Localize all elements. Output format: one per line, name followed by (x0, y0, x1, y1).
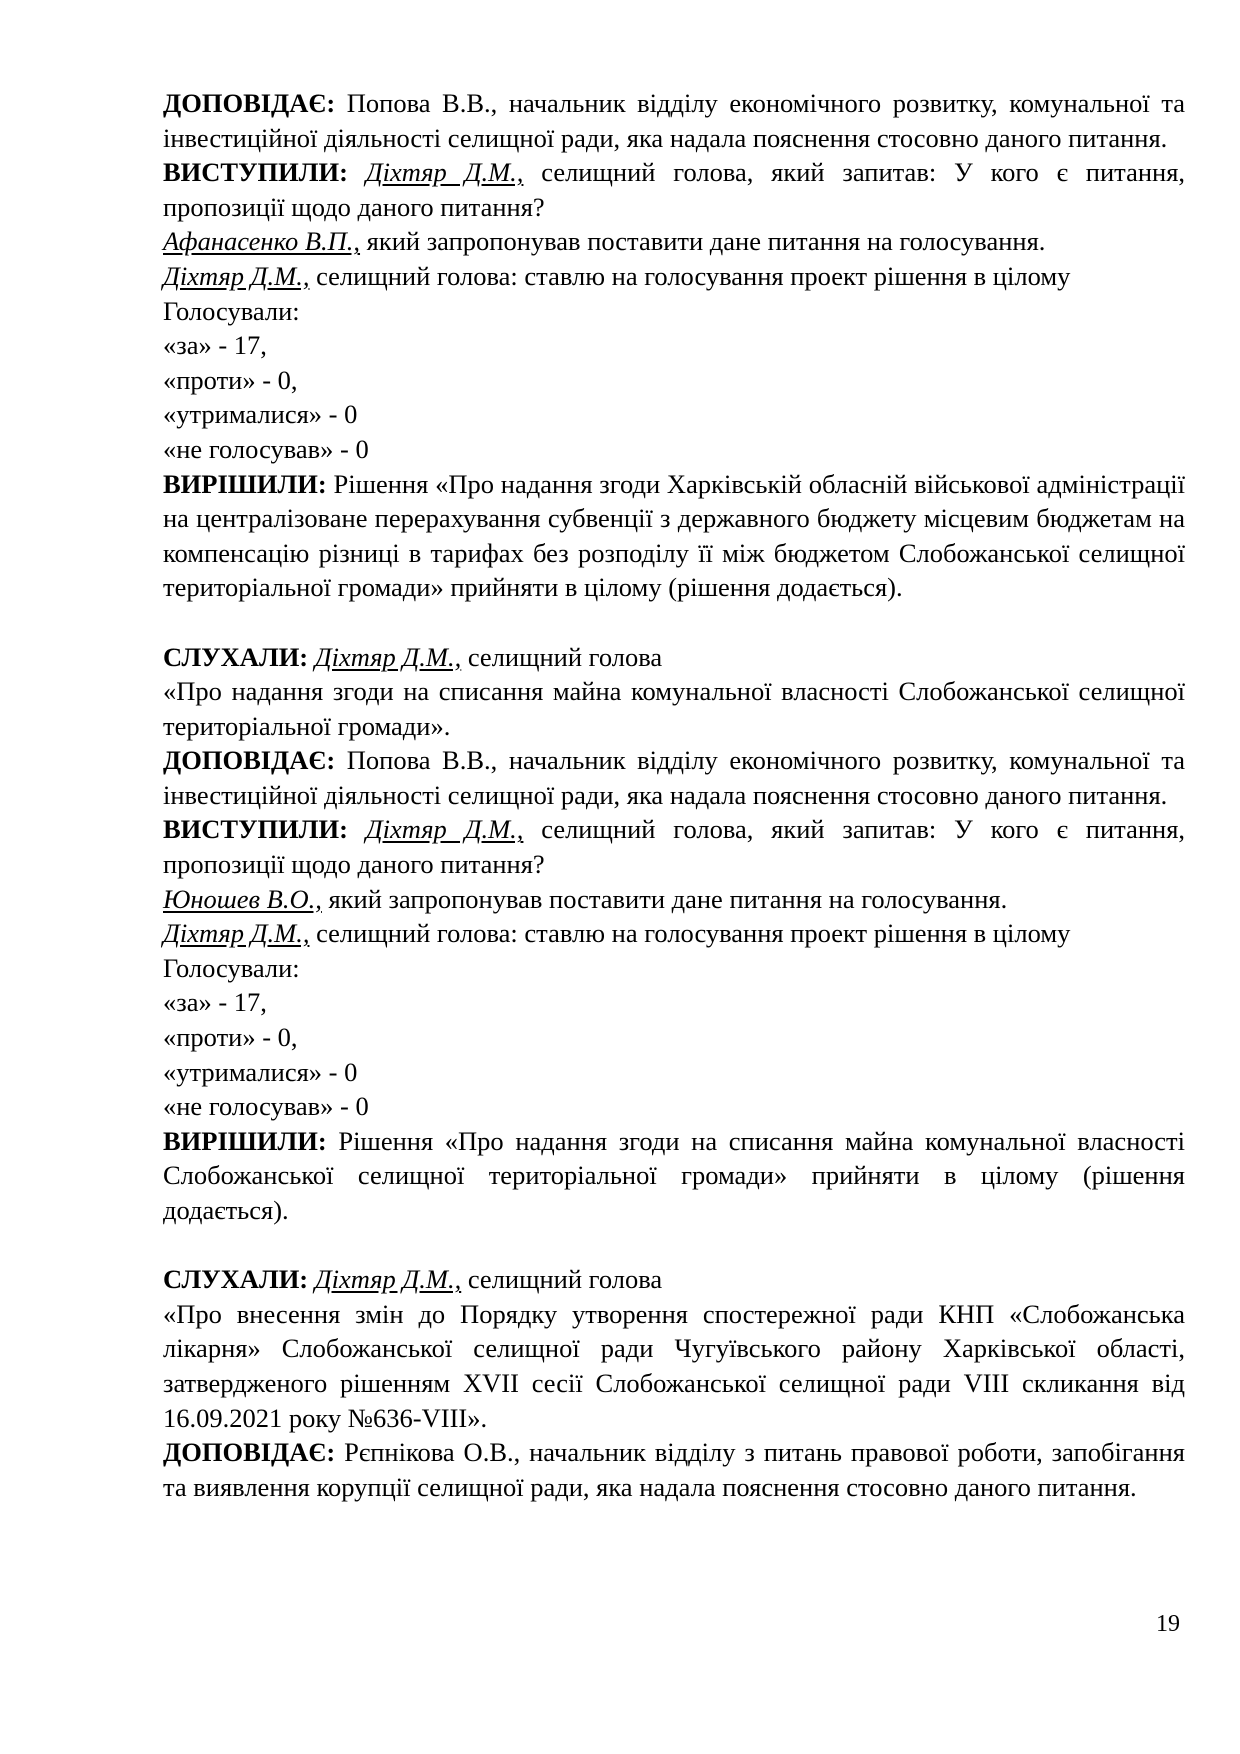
body-text (348, 814, 366, 844)
body-text (308, 1264, 315, 1294)
body-text: селищний голова (461, 1264, 663, 1295)
section-keyword: ВИРІШИЛИ: (163, 468, 327, 499)
blank-line (163, 1228, 1185, 1263)
speakers-paragraph (163, 812, 1185, 881)
vote-line (163, 432, 1185, 467)
page-number: 19 (1156, 1611, 1180, 1637)
body-text: Рішення «Про надання згоди на списання майна комунальної власності Слобожанської селищної територіальної громади» прийняти в цілому (рішення додається). (163, 1125, 1185, 1225)
body-text: Рішення «Про надання згоди Харківській обласній військової адміністрації на централізоване перерахування субвенції з державного бюджету місцевим бюджетам на компенсацію різниці в тарифах без розподілу її між бюджетом Слобожанської селищної територіальної громади» прийняти в цілому (рішення додається). (163, 468, 1185, 603)
body-text (308, 642, 315, 672)
speaker-line (163, 882, 1185, 917)
speaker-name: Діхтяр Д.М., (365, 814, 524, 845)
speaker-name: Діхтяр Д.М., (163, 260, 310, 291)
body-text: Попова В.В., начальник відділу економічного розвитку, комунальної та інвестиційної діяльності селищної ради, яка надала пояснення стосовно даного питання. (163, 88, 1185, 153)
body-text: «утрималися» - 0 (163, 399, 358, 430)
body-text: який запропонував поставити дане питання на голосування. (360, 226, 1046, 257)
body-text: Голосували: (163, 952, 300, 983)
vote-heading (163, 294, 1185, 329)
vote-line (163, 363, 1185, 398)
section-keyword: ДОПОВІДАЄ: (163, 745, 336, 776)
heard-paragraph (163, 640, 1185, 675)
vote-line (163, 397, 1185, 432)
vote-heading (163, 951, 1185, 986)
body-text: Попова В.В., начальник відділу економічного розвитку, комунальної та інвестиційної діяльності селищної ради, яка надала пояснення стосовно даного питання. (163, 745, 1185, 810)
section-keyword: ДОПОВІДАЄ: (163, 88, 336, 118)
decision-paragraph (163, 467, 1185, 605)
body-text: «Про внесення змін до Порядку утворення спостережної ради КНП «Слобожанська лікарня» Слобожанської селищної ради Чугуївського району Харківської області, затвердженого рішенням XVII сесії Слобожанської селищної ради VIII скликання від 16.09.2021 року №636-VIII». (163, 1298, 1185, 1433)
section-keyword: ВИРІШИЛИ: (163, 1125, 327, 1156)
speaker-name: Юношев В.О., (163, 883, 322, 914)
body-text: селищний голова: ставлю на голосування проект рішення в цілому (309, 918, 1071, 949)
speaker-name: Діхтяр Д.М., (314, 641, 462, 672)
body-text: «проти» - 0, (163, 1022, 298, 1053)
body-text: «не голосував» - 0 (163, 1091, 369, 1122)
body-text: «Про надання згоди на списання майна комунальної власності Слобожанської селищної територіальної громади». (163, 676, 1185, 741)
vote-line (163, 985, 1185, 1020)
vote-line (163, 1020, 1185, 1055)
body-text: який запропонував поставити дане питання на голосування. (321, 883, 1008, 914)
body-text: «за» - 17, (163, 330, 267, 361)
speakers-paragraph (163, 155, 1185, 224)
topic-paragraph (163, 674, 1185, 743)
body-text: селищний голова: ставлю на голосування проект рішення в цілому (309, 260, 1071, 291)
body-text: «проти» - 0, (163, 364, 298, 395)
body-text: Голосували: (163, 295, 300, 326)
speaker-name: Діхтяр Д.М., (365, 157, 524, 188)
speaker-name: Діхтяр Д.М., (314, 1264, 462, 1295)
speaker-name: Діхтяр Д.М., (163, 918, 310, 949)
topic-paragraph (163, 1297, 1185, 1435)
body-text: селищний голова (461, 641, 663, 672)
report-paragraph (163, 1435, 1185, 1504)
decision-paragraph (163, 1124, 1185, 1228)
speaker-name: Афанасенко В.П., (163, 226, 361, 257)
body-text: «не голосував» - 0 (163, 433, 369, 464)
body-text: Рєпнікова О.В., начальник відділу з питань правової роботи, запобігання та виявлення корупції селищної ради, яка надала пояснення стосовно даного питання. (163, 1437, 1185, 1502)
blank-line (163, 605, 1185, 640)
body-text: селищний голова, який запитав: У кого є питання, пропозиції щодо даного питання? (163, 157, 1186, 222)
section-keyword: СЛУХАЛИ: (163, 1264, 309, 1295)
body-text (348, 157, 366, 187)
heard-paragraph (163, 1262, 1185, 1297)
section-keyword: СЛУХАЛИ: (163, 641, 309, 672)
body-text: «за» - 17, (163, 987, 267, 1018)
vote-line (163, 328, 1185, 363)
speaker-line (163, 259, 1185, 294)
section-keyword: ДОПОВІДАЄ: (163, 1437, 336, 1468)
report-paragraph (163, 743, 1185, 812)
document-page (163, 86, 1185, 1504)
vote-line (163, 1055, 1185, 1090)
vote-line (163, 1089, 1185, 1124)
speaker-line (163, 224, 1185, 259)
section-keyword: ВИСТУПИЛИ: (163, 157, 348, 188)
report-paragraph (163, 86, 1185, 155)
body-text: селищний голова, який запитав: У кого є питання, пропозиції щодо даного питання? (163, 814, 1186, 880)
section-keyword: ВИСТУПИЛИ: (163, 814, 348, 845)
body-text: «утрималися» - 0 (163, 1056, 358, 1087)
speaker-line (163, 916, 1185, 951)
